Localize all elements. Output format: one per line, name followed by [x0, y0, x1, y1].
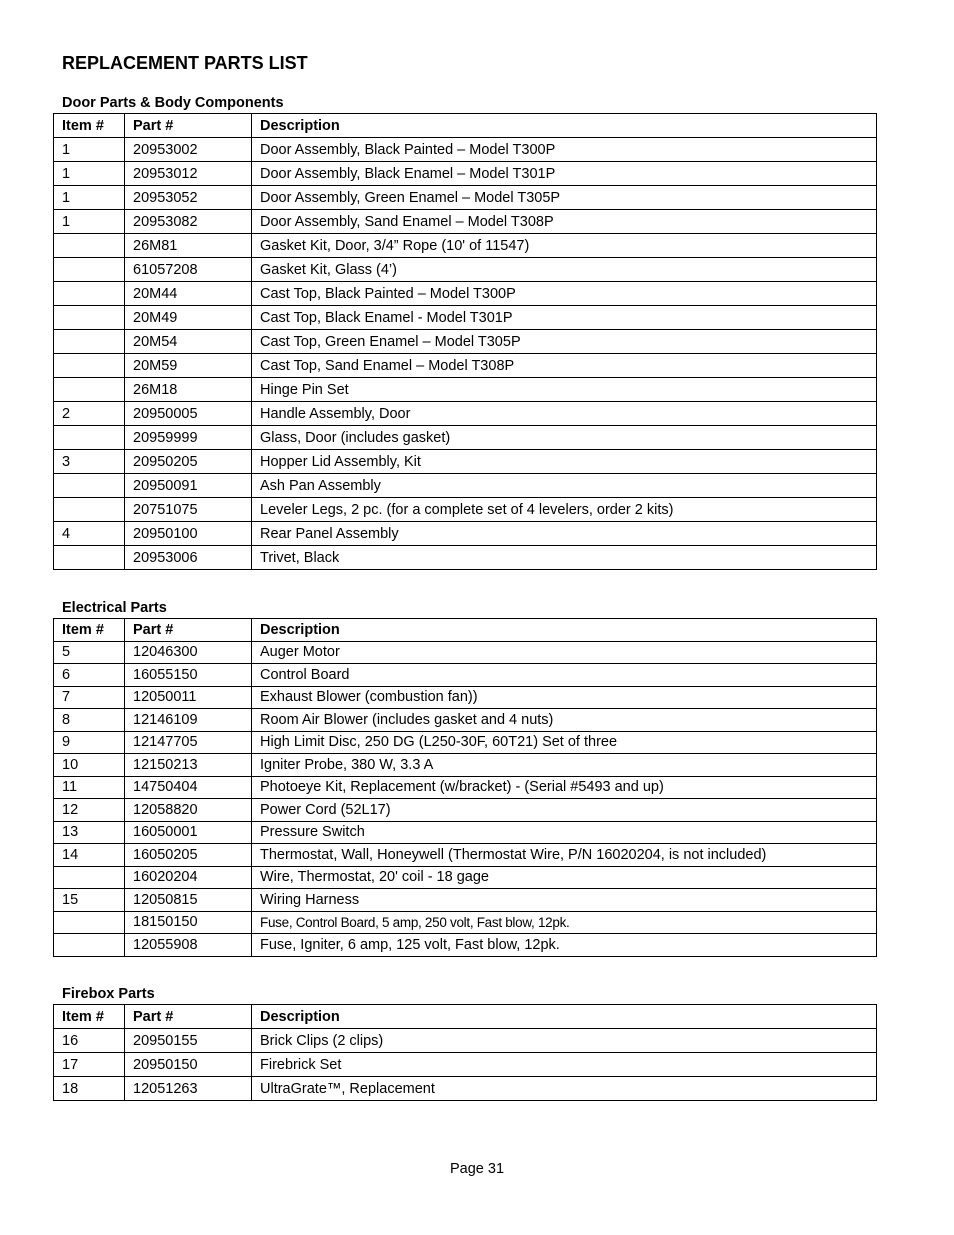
item-number-cell [54, 378, 125, 402]
table-row [54, 522, 877, 546]
header-part-number: Part # [125, 619, 252, 642]
item-number-cell [54, 934, 125, 957]
item-number-cell [54, 354, 125, 378]
table-row [54, 162, 877, 186]
table-row [54, 731, 877, 754]
item-number-cell: 4 [54, 522, 125, 546]
part-number-cell: 18150150 [125, 911, 252, 934]
part-number-cell: 14750404 [125, 776, 252, 799]
item-number-cell: 11 [54, 776, 125, 799]
table-row [54, 889, 877, 912]
table-row [54, 546, 877, 570]
part-number-cell: 20953082 [125, 210, 252, 234]
item-number-cell: 13 [54, 821, 125, 844]
table-row [54, 354, 877, 378]
header-description: Description [252, 1005, 877, 1029]
part-number-cell: 12146109 [125, 709, 252, 732]
description-cell: UltraGrate™, Replacement [252, 1077, 877, 1101]
description-cell: Hopper Lid Assembly, Kit [252, 450, 877, 474]
header-part-number: Part # [125, 114, 252, 138]
part-number-cell: 20950005 [125, 402, 252, 426]
item-number-cell: 5 [54, 641, 125, 664]
header-item-number: Item # [54, 1005, 125, 1029]
part-number-cell: 20M59 [125, 354, 252, 378]
part-number-cell: 12055908 [125, 934, 252, 957]
part-number-cell: 12050815 [125, 889, 252, 912]
item-number-cell: 2 [54, 402, 125, 426]
item-number-cell [54, 426, 125, 450]
header-description: Description [252, 114, 877, 138]
table-row [54, 426, 877, 450]
table-row [54, 138, 877, 162]
item-number-cell: 1 [54, 210, 125, 234]
part-number-cell: 20M49 [125, 306, 252, 330]
description-cell: Exhaust Blower (combustion fan)) [252, 686, 877, 709]
table-row [54, 258, 877, 282]
description-cell: Wire, Thermostat, 20' coil - 18 gage [252, 866, 877, 889]
table-row [54, 282, 877, 306]
description-cell: Fuse, Igniter, 6 amp, 125 volt, Fast blow, 12pk. [252, 934, 877, 957]
table-row [54, 664, 877, 687]
item-number-cell: 17 [54, 1053, 125, 1077]
header-item-number: Item # [54, 619, 125, 642]
table-header-row [54, 1005, 877, 1029]
item-number-cell: 1 [54, 186, 125, 210]
part-number-cell: 12050011 [125, 686, 252, 709]
item-number-cell: 18 [54, 1077, 125, 1101]
table-row [54, 776, 877, 799]
description-cell: Thermostat, Wall, Honeywell (Thermostat Wire, P/N 16020204, is not included) [252, 844, 877, 867]
table-row [54, 844, 877, 867]
item-number-cell: 6 [54, 664, 125, 687]
description-cell: Door Assembly, Green Enamel – Model T305P [252, 186, 877, 210]
description-cell: Fuse, Control Board, 5 amp, 250 volt, Fast blow, 12pk. [252, 911, 877, 934]
table-row [54, 306, 877, 330]
item-number-cell: 3 [54, 450, 125, 474]
item-number-cell: 8 [54, 709, 125, 732]
part-number-cell: 61057208 [125, 258, 252, 282]
description-cell: Wiring Harness [252, 889, 877, 912]
description-cell: Gasket Kit, Glass (4’) [252, 258, 877, 282]
item-number-cell: 16 [54, 1029, 125, 1053]
description-cell: Cast Top, Green Enamel – Model T305P [252, 330, 877, 354]
table-row [54, 210, 877, 234]
item-number-cell: 10 [54, 754, 125, 777]
section-title: Electrical Parts [62, 600, 167, 616]
item-number-cell: 1 [54, 162, 125, 186]
table-row [54, 821, 877, 844]
table-row [54, 330, 877, 354]
description-cell: Trivet, Black [252, 546, 877, 570]
part-number-cell: 20950155 [125, 1029, 252, 1053]
table-row [54, 799, 877, 822]
item-number-cell [54, 306, 125, 330]
table-header-row [54, 114, 877, 138]
item-number-cell [54, 474, 125, 498]
description-cell: Leveler Legs, 2 pc. (for a complete set of 4 levelers, order 2 kits) [252, 498, 877, 522]
section-electrical-parts [53, 598, 876, 957]
part-number-cell: 20950091 [125, 474, 252, 498]
description-cell: Cast Top, Black Enamel - Model T301P [252, 306, 877, 330]
description-cell: Door Assembly, Black Painted – Model T300P [252, 138, 877, 162]
table-row [54, 754, 877, 777]
part-number-cell: 16055150 [125, 664, 252, 687]
table-row [54, 709, 877, 732]
description-cell: Ash Pan Assembly [252, 474, 877, 498]
item-number-cell [54, 282, 125, 306]
table-row [54, 186, 877, 210]
parts-table [53, 113, 877, 570]
description-cell: Handle Assembly, Door [252, 402, 877, 426]
description-cell: Rear Panel Assembly [252, 522, 877, 546]
item-number-cell: 15 [54, 889, 125, 912]
table-row [54, 498, 877, 522]
part-number-cell: 20953006 [125, 546, 252, 570]
section-firebox-parts [53, 984, 876, 1101]
section-title: Firebox Parts [62, 986, 155, 1002]
description-cell: Room Air Blower (includes gasket and 4 nuts) [252, 709, 877, 732]
part-number-cell: 16050205 [125, 844, 252, 867]
item-number-cell [54, 866, 125, 889]
part-number-cell: 12147705 [125, 731, 252, 754]
description-cell: Gasket Kit, Door, 3/4” Rope (10' of 11547) [252, 234, 877, 258]
description-cell: Glass, Door (includes gasket) [252, 426, 877, 450]
description-cell: Door Assembly, Black Enamel – Model T301P [252, 162, 877, 186]
table-row [54, 1029, 877, 1053]
description-cell: Cast Top, Black Painted – Model T300P [252, 282, 877, 306]
item-number-cell [54, 234, 125, 258]
table-row [54, 641, 877, 664]
part-number-cell: 26M81 [125, 234, 252, 258]
part-number-cell: 20751075 [125, 498, 252, 522]
header-part-number: Part # [125, 1005, 252, 1029]
part-number-cell: 20950100 [125, 522, 252, 546]
parts-table [53, 1004, 877, 1101]
part-number-cell: 20M54 [125, 330, 252, 354]
header-item-number: Item # [54, 114, 125, 138]
description-cell: Hinge Pin Set [252, 378, 877, 402]
item-number-cell [54, 911, 125, 934]
table-row [54, 686, 877, 709]
table-row [54, 474, 877, 498]
table-row [54, 1053, 877, 1077]
part-number-cell: 20950150 [125, 1053, 252, 1077]
page-number: Page 31 [449, 1161, 505, 1177]
item-number-cell: 14 [54, 844, 125, 867]
section-title: Door Parts & Body Components [62, 95, 284, 111]
description-cell: Power Cord (52L17) [252, 799, 877, 822]
item-number-cell [54, 330, 125, 354]
item-number-cell [54, 498, 125, 522]
table-row [54, 402, 877, 426]
description-cell: Brick Clips (2 clips) [252, 1029, 877, 1053]
part-number-cell: 20950205 [125, 450, 252, 474]
description-cell: High Limit Disc, 250 DG (L250-30F, 60T21) Set of three [252, 731, 877, 754]
description-cell: Control Board [252, 664, 877, 687]
item-number-cell [54, 258, 125, 282]
description-cell: Photoeye Kit, Replacement (w/bracket) - (Serial #5493 and up) [252, 776, 877, 799]
item-number-cell: 9 [54, 731, 125, 754]
item-number-cell: 7 [54, 686, 125, 709]
part-number-cell: 12046300 [125, 641, 252, 664]
part-number-cell: 20953012 [125, 162, 252, 186]
item-number-cell: 1 [54, 138, 125, 162]
part-number-cell: 12150213 [125, 754, 252, 777]
description-cell: Door Assembly, Sand Enamel – Model T308P [252, 210, 877, 234]
table-header-row [54, 619, 877, 642]
description-cell: Auger Motor [252, 641, 877, 664]
part-number-cell: 20959999 [125, 426, 252, 450]
table-row [54, 934, 877, 957]
table-row [54, 450, 877, 474]
description-cell: Firebrick Set [252, 1053, 877, 1077]
description-cell: Pressure Switch [252, 821, 877, 844]
part-number-cell: 20953002 [125, 138, 252, 162]
item-number-cell: 12 [54, 799, 125, 822]
part-number-cell: 16050001 [125, 821, 252, 844]
part-number-cell: 26M18 [125, 378, 252, 402]
part-number-cell: 20953052 [125, 186, 252, 210]
part-number-cell: 12051263 [125, 1077, 252, 1101]
header-description: Description [252, 619, 877, 642]
item-number-cell [54, 546, 125, 570]
description-cell: Igniter Probe, 380 W, 3.3 A [252, 754, 877, 777]
table-row [54, 378, 877, 402]
page-title: REPLACEMENT PARTS LIST [62, 53, 308, 73]
part-number-cell: 12058820 [125, 799, 252, 822]
table-row [54, 866, 877, 889]
table-row [54, 234, 877, 258]
section-door-parts [53, 93, 876, 570]
table-row [54, 1077, 877, 1101]
description-cell: Cast Top, Sand Enamel – Model T308P [252, 354, 877, 378]
parts-table [53, 618, 877, 957]
table-row [54, 911, 877, 934]
part-number-cell: 16020204 [125, 866, 252, 889]
part-number-cell: 20M44 [125, 282, 252, 306]
